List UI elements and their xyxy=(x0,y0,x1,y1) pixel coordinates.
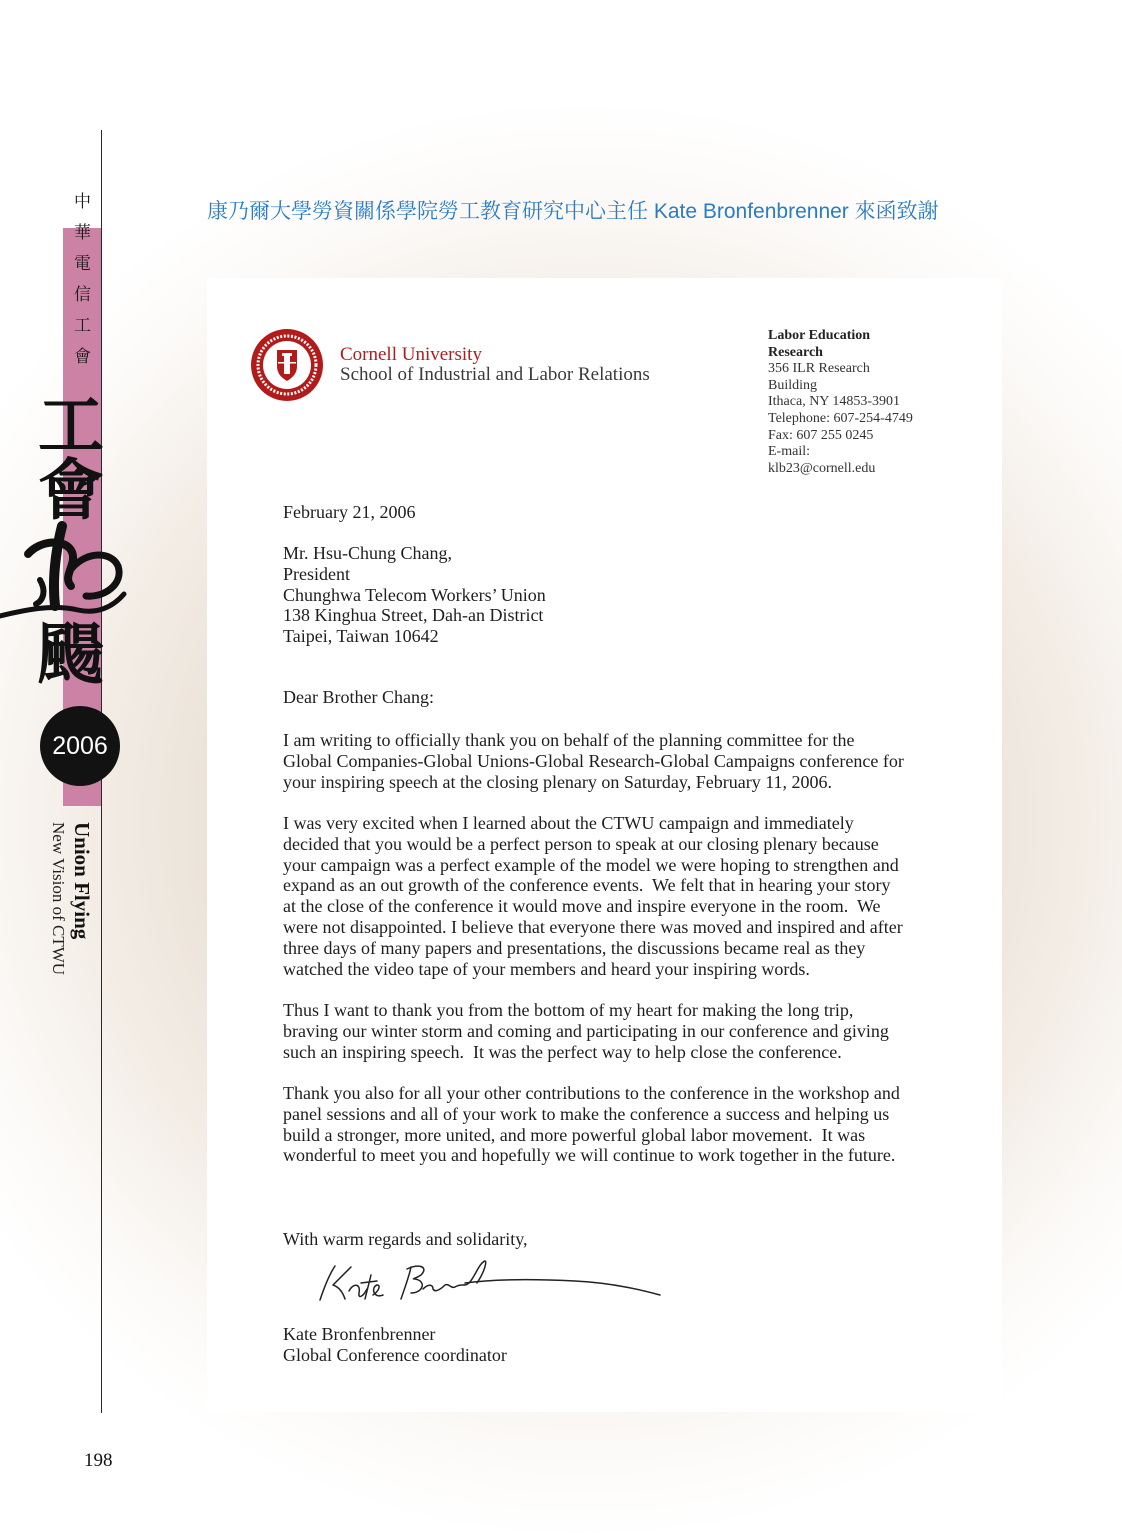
paragraph-line: Thus I want to thank you from the bottom of my heart for making the long trip, xyxy=(283,1000,854,1020)
contact-email-label: E-mail: xyxy=(768,444,810,460)
letterhead-university: Cornell University xyxy=(340,344,482,365)
paragraph-line: Thank you also for all your other contributions to the conference in the workshop and xyxy=(283,1083,900,1103)
recipient-line: Chunghwa Telecom Workers’ Union xyxy=(283,584,546,605)
paragraph-line: decided that you would be a perfect person to speak at our closing plenary because xyxy=(283,833,879,854)
cornell-seal-icon xyxy=(250,328,324,402)
contact-department-line: Labor Education xyxy=(768,328,871,343)
paragraph-line: were not disappointed. I believe that everyone there was moved and inspired and after xyxy=(283,916,903,937)
paragraph-line: build a stronger, more united, and more powerful global labor movement. It was xyxy=(283,1124,866,1145)
logo-char-gong: 工 xyxy=(38,387,104,464)
recipient-line: Mr. Hsu-Chung Chang, xyxy=(283,543,453,563)
paragraph-line: your inspiring speech at the closing plenary on Saturday, February 11, 2006. xyxy=(283,771,833,792)
paragraph-line: braving our winter storm and coming and participating in our conference and giving xyxy=(283,1020,889,1041)
page-heading: 康乃爾大學勞資關係學院勞工教育研究中心主任 Kate Bronfenbrenner 來函致謝 xyxy=(207,200,939,223)
contact-address-line: Building xyxy=(768,377,818,393)
contact-fax: Fax: 607 255 0245 xyxy=(768,427,874,443)
signer-name: Kate Bronfenbrenner xyxy=(283,1324,436,1344)
sidebar-vertical-label: 中華電信工會 xyxy=(70,192,90,378)
contact-email: klb23@cornell.edu xyxy=(768,460,876,476)
contact-address-line: 356 ILR Research xyxy=(768,361,870,377)
signature-icon xyxy=(315,1253,665,1308)
letter-paragraph-4 xyxy=(283,1083,900,1166)
english-title: Union Flying xyxy=(70,822,94,940)
logo-char-yang: 颺 xyxy=(38,616,104,693)
letter-closing: With warm regards and solidarity, xyxy=(283,1229,528,1249)
recipient-line: Taipei, Taiwan 10642 xyxy=(283,626,439,647)
paragraph-line: Global Companies-Global Unions-Global Research-Global Campaigns conference for xyxy=(283,750,904,771)
paragraph-line: watched the video tape of your members and heard your inspiring words. xyxy=(283,958,810,979)
paragraph-line: wonderful to meet you and hopefully we will continue to work together in the future. xyxy=(283,1145,896,1166)
letter-salutation: Dear Brother Chang: xyxy=(283,687,434,707)
letter-scan xyxy=(207,278,1002,1412)
letterhead-school: School of Industrial and Labor Relations xyxy=(340,364,650,385)
recipient-block xyxy=(283,543,546,647)
paragraph-line: I am writing to officially thank you on behalf of the planning committee for the xyxy=(283,730,855,750)
page-number: 198 xyxy=(84,1450,113,1471)
paragraph-line: your campaign was a perfect example of the model we were hoping to strengthen and xyxy=(283,854,899,875)
year-badge: 2006 xyxy=(40,706,120,786)
letterhead-contact-block xyxy=(768,328,913,477)
letter-paragraph-2 xyxy=(283,813,903,979)
paragraph-line: panel sessions and all of your work to make the conference a success and helping us xyxy=(283,1103,890,1124)
paragraph-line: at the close of the conference it would move and inspire everyone in the room. We xyxy=(283,896,881,917)
contact-address-line: Ithaca, NY 14853-3901 xyxy=(768,394,901,410)
signer-title: Global Conference coordinator xyxy=(283,1344,507,1365)
signer-block xyxy=(283,1324,507,1366)
letter-date: February 21, 2006 xyxy=(283,502,416,522)
contact-department-line: Research xyxy=(768,344,823,360)
paragraph-line: three days of many papers and presentations, the discussions became real as they xyxy=(283,937,866,958)
recipient-line: President xyxy=(283,563,350,584)
paragraph-line: expand as an out growth of the conference events. We felt that in hearing your story xyxy=(283,875,891,896)
recipient-line: 138 Kinghua Street, Dah-an District xyxy=(283,605,544,626)
letter-paragraph-3 xyxy=(283,1000,889,1062)
letter-paragraph-1 xyxy=(283,730,904,792)
contact-telephone: Telephone: 607-254-4749 xyxy=(768,410,913,426)
paragraph-line: I was very excited when I learned about the CTWU campaign and immediately xyxy=(283,813,854,833)
english-title-block xyxy=(47,822,93,1007)
logo-char-hui: 會 xyxy=(38,452,104,529)
calligraphy-glyph-icon xyxy=(0,520,130,625)
english-subtitle: New Vision of CTWU xyxy=(49,822,68,976)
paragraph-line: such an inspiring speech. It was the perfect way to help close the conference. xyxy=(283,1041,842,1062)
